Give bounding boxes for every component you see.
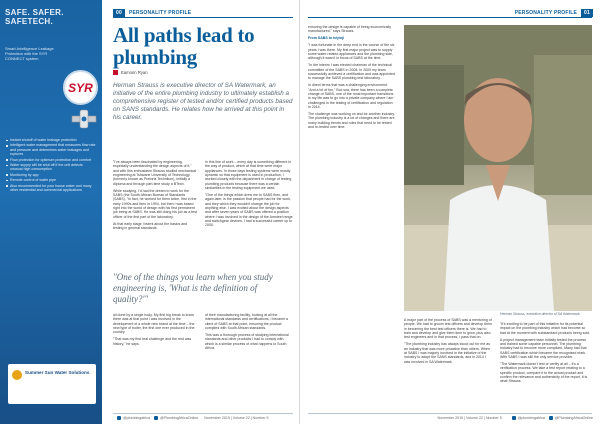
right-page [300,0,600,424]
right-column-3 [500,322,592,386]
ad-footer-box [8,364,96,404]
footer-handle[interactable]: @plumbingafrica [517,416,545,420]
footer-issue: November 2015 | Volume 22 | Number 5 [437,416,502,420]
paragraph: "The plumbing industry has always stood out for me as an industry that was more proactive than others. When at SABS I was majorly involved in the initiative of the industry to adopt the SANS standards, and in 2014 I was involved in SA Watermark. [404,342,491,364]
paragraph: This was a thorough process of studying international standards and other products I had to comply with, which is a similar process of what happens to South Africa. [205,332,289,350]
facebook-icon [549,416,553,420]
ad-headline-line-2: SAFETECH. [5,17,54,26]
paragraph: At that early stage I learnt about the basics and testing in general standards. [113,221,188,230]
ad-footer-text: Summer Sun Water Solutions [25,370,90,375]
left-header-rule [113,17,293,18]
paragraph: "It's exciting to be part of this initiative for its potential impact on the plumbing industry which had become so bad at the moment with substandard products being sold. [500,322,591,335]
paragraph: "The Watermark doesn't test or certify at all – it's a verification process. We take a test report relating to a specific product, compare it to the actual product and confirm the relevance and authenticity of the report, it is what Strauss. [500,361,588,384]
paragraph: "One of the things which drew me to SABS then, and again later, is the passion that people had for the work, and they which they wouldn't change the job for anything else. I was excited about the design aspects and after seven years of SABS was offered a position where I was involved in the design of the Amsteel range and switchgear devices. I had a successful career up to 2000. [205,193,293,228]
sun-icon [12,370,22,380]
paragraph: "In the interim I was elected chairman of the technical committee of the SABS in 2008. In 2009 my team successfully achieved a certification and was appointed to manage the SABS plumbing test laboratory. [308,63,395,81]
ad-headline [5,8,97,26]
ad-feature-item: Flow protection for optimum protection and comfort [6,158,96,162]
ad-tagline: Smart-Intelligence Leakage Protection with the SYR CONNECT system [5,46,54,61]
portrait-photo [404,25,592,311]
byline [113,70,148,75]
valve-device-icon [70,108,98,130]
paragraph: "I've always been fascinated by engineering, especially understanding the design aspects of it," and with this enthusiasm Strauss studied mechanical engineering at Tshwane University of Technology (formerly known as Pretoria Technikon), initially a diploma and through part-time study a BTech. [113,160,197,186]
article-column-4 [205,313,293,353]
twitter-icon [512,416,516,420]
subheading: From SABS to Isiyinji [308,36,345,41]
paragraph: A project management team initially tested the process and trained some capable personnel. The plumbing industry had to become more compliant. Many had that SABS certification which became the recognised mark. With SABS I was still the only service provider. [500,337,587,359]
ad-feature-item: Instant shutoff of water leakage protection [6,138,96,142]
facebook-icon [154,416,158,420]
paragraph: In direct terms that was a challenging environment. "And a lot of fun." But now, there has been a complete change of SABS, one of the most important transitions in my life was to go into a private company where I am challenged in the testing of certification and regulation in 2014. [308,83,394,109]
right-page-footer [438,415,593,421]
syr-logo [63,70,98,105]
pull-quote: "One of the things you learn when you study engineering is, 'What is the definition of quality?'" [113,272,273,304]
right-page-number: 01 [581,9,593,17]
portrait-illustration [404,25,592,311]
left-footer-rule [113,413,293,414]
byline-author: Eamonn Ryan [121,70,148,75]
ad-feature-list [6,138,96,193]
ad-feature-item: Also recommended for your house water and many other residential and commercial applications [6,184,96,193]
left-page-number: 00 [113,9,125,17]
article-lead: Herman Strauss is executive director of SA Watermark, an initiative of the entire plumbing industry to ultimately establish a comprehensive register of tested and/or certified products based on SANS standards. He relates how he arrived at this point in his career. [113,82,293,121]
article-column-1 [113,160,197,233]
right-column-1 [308,25,396,132]
syr-advertisement[interactable] [0,0,102,424]
paragraph: While studying, I'd had the dream to work for the SABS (the South African Bureau of Standards (SABS). "In fact, he worked for them twice, first in the early 1990s and then in 1994, but then I was based right into the world of design with his first permanent job being at SABS. He was still doing his job as a test officer of the first part of the laboratory. [113,188,197,219]
photo-caption: Herman Strauss, executive director of SA Watermark. [500,312,581,316]
ad-feature-item: Intelligent water management that measures flow rate and pressure and determines water leakages and ruptures [6,143,96,156]
footer-issue: November 2015 | Volume 22 | Number 5 [204,416,269,420]
footer-handle-2[interactable]: @PlumbingAfricaOnline [160,416,199,420]
right-column-2 [404,318,492,367]
left-section-label: PERSONALITY PROFILE [128,10,192,16]
right-page-header [515,9,593,17]
ad-headline-line-1: SAFE. SAFER. [5,8,64,17]
paragraph: of their manufacturing facility, looking at all the international standards and certifications, I became a client of SABS at that point, ensuring the product complied with South African standards. [205,313,289,331]
paragraph: all done by a single body. My first big break to know there was at that point I was involved in the development of a whole new brand at the time – the new type of boiler, the first one ever produced in the country. [113,313,195,335]
paragraph: "That was my first real challenge and the rest was history," he says. [113,337,192,346]
footer-handle-2[interactable]: @PlumbingAfricaOnline [554,416,593,420]
syr-logo-text: SYR [68,80,93,95]
paragraph: "I was fortunate in the deep end in the course of the six years I was there. My first major project was to supply some water-related appliances and the plumbing side, although it wasn't in focus of SABS at the time. [308,43,395,61]
article-title: All paths lead to plumbing [113,23,255,69]
paragraph: The challenge was working on and for another industry. The plumbing industry is a lot of changes and there are many building trends and rules that need to be tested and re-tested over time. [308,111,395,129]
twitter-icon [117,416,121,420]
paragraph: In this line of work – every day is something different in the way of product, which at that time were major appliances. In those days testing systems were mostly dynamic so that equipment is used in production. I worked closely with the department in charge of testing plumbing products because there was a certain similarities in the testing equipment we used. [205,160,292,191]
article-column-3 [113,313,197,349]
footer-handle[interactable]: @plumbingafrica [123,416,151,420]
ad-feature-item: Monitoring by app [6,173,96,177]
right-section-label: PERSONALITY PROFILE [514,10,578,16]
paragraph: ensuring the design is capable of being economically manufactured," says Strauss. [308,25,392,34]
article-column-2 [205,160,293,230]
byline-marker [113,70,118,75]
left-page-footer [113,415,268,421]
ad-feature-item: Remote control of water pipe [6,178,96,182]
right-header-rule [308,17,592,18]
paragraph: A major part of the process of SABS was a mentoring of people. We had to groom test officers and develop them in becoming the best test officers there is. We had to train and develop and give them time to grow, plus also test engineers and in that process, I pass that on. [404,318,493,340]
ad-feature-item: Water supply will be shut off if the unit detects unusual high consumption [6,163,96,172]
right-footer-rule [308,413,592,414]
left-page-header [113,9,191,17]
